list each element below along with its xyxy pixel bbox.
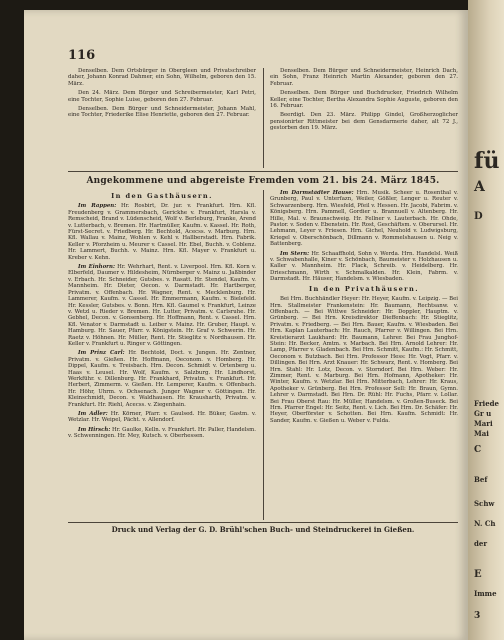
arrivals-title: Angekommene und abgereiste Fremden vom 21. bis 24. März 1845. — [86, 176, 440, 186]
guest-entry — [68, 350, 256, 408]
spine-fragment: A — [474, 179, 485, 195]
spine-fragment: Friede — [474, 399, 499, 408]
private-houses-heading: In den Privathäusern. — [309, 284, 419, 293]
hotel-name: Im Adler: — [78, 411, 108, 417]
hotel-name: Im Hirsch: — [78, 426, 111, 433]
page-number: 116 — [68, 48, 96, 63]
guest-entry — [270, 296, 458, 424]
top-right-notices — [270, 68, 458, 135]
spine-fragment: E — [474, 569, 482, 580]
spine-fragment: Bef — [474, 475, 488, 484]
imprint-line: Druck und Verlag der G. D. Brühl'schen Buch- und Steindruckerei in Gießen. — [111, 525, 415, 534]
spine-fragment: der — [474, 539, 488, 548]
footer-rule — [68, 522, 458, 523]
hotel-name: Im Prinz Carl: — [78, 350, 125, 357]
notice: Denselben. Dem Ortsbürger in Obergleen und Privatschreiber daher, Johann Konrad Dahmer, ein Sohn, Wilhelm, geboren den 15. März. — [68, 68, 256, 87]
guest-entry — [68, 411, 256, 424]
inns-column — [68, 190, 256, 522]
notice: Beerdigt. Den 23. März. Philipp Gindel, Großherzoglicher pensionirter Rittmeister bei dem Gensdarmerie daher, alt 72 J., gestorben den 19. März. — [270, 112, 458, 132]
hotel-name: Im Darmstädter Hause: — [280, 190, 354, 196]
spine-fragment: fü — [474, 148, 500, 174]
spine-fragment: 3 — [474, 611, 481, 621]
hotel-name: Im Rappen: — [78, 203, 117, 210]
section-rule — [68, 171, 458, 172]
guest-list: Hr. Rosbirt, Dr. jur. v. Frankfurt. Hrn. Kfl. Freudenberg v. Grammersbach, Gerickhe v. Frankfurt, Harsla v. Remscheid, Brand v. Lüdenscheid, Wolf v. Berleburg, Franke, Arend v. Lutterbach, v. Bremen. Hr. Hartmüller, Kaufm. v. Kassel. Hr. Roth, Fürst-Secret. v. Friedberg. Hr. Bechtold, Acecss. v. Marburg. Hrn. Kfl. Wallau v. Mainz, Wohlen v. Kehl v. Hallberstadt. Hrn. Fabrik. Keller v. Pforzheim u. Meurer v. Cassel. Hr. Ebel, Buchh. v. Coblenz. Hr. Lammert, Buchh. v. Mainz. Hrn. Kfl. Mayer v. Frankfurt u. Kreber v. Kehn. — [68, 203, 256, 261]
guest-entry — [68, 203, 256, 261]
guest-list: Hrn. Musik. Scheer u. Rosenthal v. Grunberg, Paul v. Unterfazn, Weiler, Gößler, Lenger u. Reuter v. Schwarzenberg. Hrn. Wiesfeld, Pfeil v. Hessen. Hr. Jacobi, Fabrim. v. Königsberg. Hrn. Pammell, Gordier u. Brannuell v. Altenberg. Hr. Hille, Mal. v. Braunschweig. Hr. Fellner v. Lauterbach. Hr. Ohde, Pastor. v. Soden v. Ebenstein. Hr. Rost, Geschäftsm. v. Oberursel. Hr. Lehmann, Leyer v. Friesen. Hrn. Gichel, Neuhold v. Ludwigsburg, Kriegel v. Oberschönbach, Dillmann v. Rommelshausen u. Neig v. Battenberg. — [270, 190, 458, 248]
column-divider — [263, 190, 264, 520]
notice: Den 24. März. Dem Bürger und Schreibermeister, Karl Petri, eine Tochter, Sophie Luise, geboren den 27. Februar. — [68, 90, 256, 103]
guest-list: Hr. Gaulke, Kelln. v. Frankfurt. Hr. Paller, Handelsm. v. Schwenningen. Hr. Mey, Kutsch. v. Oberhessen. — [68, 426, 256, 440]
spine-fragment: Imme — [474, 589, 497, 598]
guest-entry — [270, 190, 458, 248]
guest-entry — [270, 251, 458, 283]
guest-list: Hr. Bechtold, Doct. v. Jungen. Hr. Zentner, Privatm. v. Gießen. Hr. Hoffmann, Oeconom. v. Homberg. Hr. Dippel, Kaufm. v. Treisbach. Hrn. Decon. Schmidt v. Ortenberg u. Haas v. Leusel. Hr. Wolf, Kaufm. v. Salzburg. Hr. Lindhorst, Werkführ. v. Dillenburg. Hr. Frankhard, Privatm. v. Frankfurt. Hr. Herbert, Zimmerm. v. Gießen. Hr. Lemperer, Kaufm. v. Offenbach. Hr. Höhr, Uhrm. v. Ochsenach. Junger Wagner v. Göttingen. Hr. Kleinschmidt, Decon. v. Waldhausen. Hr. Krausharth, Privatm. v. Frankfurt. Hr. Riehl, Acecss. v. Ziegenhain. — [68, 350, 256, 408]
spine-fragment: Schw — [474, 499, 495, 508]
spine-fragment: Mari — [474, 419, 493, 428]
guest-entry — [68, 427, 256, 440]
notice: Denselben. Dem Bürger und Schneidermeister, Johann Mahl, eine Tochter, Friederike Elise Henriette, geboren den 27. Februar. — [68, 106, 256, 119]
hotel-name: Im Einhorn: — [78, 264, 115, 271]
guest-list: Hr. Wehrhart, Rent. v. Liverpool. Hrn. Kfl. Korn v. Elberfeld, Daumer v. Hildesheim, Nürnberger v. Mainz u. Jaßbinder v. Erbach. Hr. Schneider, Gutsbes. v. Rasatt. Hr. Stendel, Kaufm. v. Mannheim. Hr. Dieter, Oecon. v. Darmstadt. Hr. Hartberger, Privatm. v. Offenbach. Hr. Wagner, Rent. v. Mecklenburg. Hr. Lammerer, Kaufm. v. Cassel. Hr. Emmermann, Kaufm. v. Bielefeld. Hr. Kessler, Gutsbes. v. Bonn. Hrn. Kfl. Gaumel v. Frankfurt, Leinze v. Wetzl u. Rieder v. Bremen. Hr. Lutter, Privatm. v. Carlsruhe. Hr. Gebhel, Decon. v. Gonsenberg. Hr. Hoffmann, Rent. v. Cassel. Hrn. Kfl. Venator v. Darmstadt u. Leiber v. Mainz. Hr. Gruber, Haupt. v. Hamburg. Hr. Sauer, Pfarr. v. Königstein. Hr. Graf v. Schwerin. Hr. Raetz v. Höhnen. Hr. Müller, Rent. Hr. Stieglitz v. Nordhausen. Hr. Keller v. Frankfurt u. Ringer v. Göttingen. — [68, 264, 256, 347]
spine-fragment: D — [474, 211, 483, 222]
column-divider — [263, 68, 264, 168]
notice: Denselben. Dem Bürger und Schneidermeister, Heinrich Dach, ein Sohn, Franz Heinrich Martin Alexander, geboren den 27. Februar. — [270, 68, 458, 87]
guest-list: Bei Hrn. Buchhändler Heyer: Hr. Heyer, Kaufm. v. Leipzig. — Bei Hrn. Stallmeister Frankenstein: Hr. Baumann, Rechtsanw. v. Offenbach. — Bei Wittwe Schneider: Hr. Doppler, Hauptm. v. Grünberg. — Bei Hrn. Kreisdirektor Dieffenbach: Hr. Stieglitz, Privatm. v. Friedberg. — Bei Hrn. Bauer, Kaufm. v. Wiesbaden. Bei Hrn. Kaplan Lauterbach: Hr. Rauch, Pfarrer v. Willingen. Bei Hrn. Kreistierarzt Laukhard: Hr. Baumann, Lehrer. Bei Frau Junghof-Stein: Hr. Becker, Amtm. v. Marbach. Bei Hrn. Arnold Lehrer: Hr. Lamp, Pfarrer v. Gladenbach. Bei Hrn. Schmitt, Kaufm.: Hr. Schmitt, Oeconom v. Butzbach. Bei Hrn. Professor Hess: Hr. Vogt, Pfarr. v. Dillingen. Bei Hrn. Arzt Knauer: Hr. Schwarz, Rent. v. Homberg. Bei Hrn. Stahl: Hr. Lotz, Decon. v. Storndorf. Bei Hrn. Weber: Hr. Zimmer, Rent. v. Marburg. Bei Hrn. Hofmann, Apotheker: Hr. Winter, Kaufm. v. Wetzlar. Bei Hrn. Mitterbach, Lehrer: Hr. Kraus, Apotheker v. Grünberg. Bei Hrn. Professor Sell: Hr. Braun, Gymn. Lehrer v. Darmstadt. Bei Hrn. Dr. Rühl: Hr. Fuchs, Pfarr. v. Lollar. Bei Frau Oberst Rau: Hr. Müller, Handelsm. v. Großen-Buseck. Bei Hrn. Pfarrer Engel: Hr. Seitz, Rent. v. Lich. Bei Hrn. Dr. Schäfer: Hr. Heyer, Oberförster v. Schotten. Bei Hrn. Kaufm. Schmidt: Hr. Sander, Kaufm. v. Gießen u. Weber v. Fulda. — [270, 296, 458, 424]
top-left-notices — [68, 68, 256, 122]
notice: Denselben. Dem Bürger und Buchdrucker, Friedrich Wilhelm Keller, eine Tochter, Bertha Alexandra Sophie Auguste, geboren den 16. Februar. — [270, 90, 458, 110]
inns-heading: In den Gasthäusern. — [111, 192, 213, 200]
private-houses-column — [270, 190, 458, 522]
spine-fragment: Mai — [474, 429, 489, 438]
guest-list: Hr. Körner, Pfarr. v. Gaulsed. Hr. Büker, Gastm. v. Wetzlar. Hr. Weipel, Pächt. v. Allendorf. — [68, 411, 256, 424]
spine-fragment: Gr u — [474, 409, 492, 418]
spine-fragment: N. Ch — [474, 519, 496, 528]
guest-list: Hr. Schaaffhold, Sohn v. Werda. Hrn. Handelsl. Weiß v. Schwabenhalle, Kiner v. Schönbach, Baumeister v. Holzhausen u. Kaller v. Mannheim. Hr. Flack, Schreib. v. Heidelberg. Hr. Drieschmann, Wirth v. Schmalkalden. Hr. Klein, Fabrm. v. Darmstadt. Hr. Häuser, Handelsm. v. Wiesbaden. — [270, 250, 458, 283]
adjacent-page-edge — [468, 0, 504, 640]
newspaper-page — [24, 10, 468, 640]
guest-entry — [68, 264, 256, 347]
spine-fragment: C — [474, 445, 482, 455]
hotel-name: Im Stern: — [280, 250, 310, 257]
